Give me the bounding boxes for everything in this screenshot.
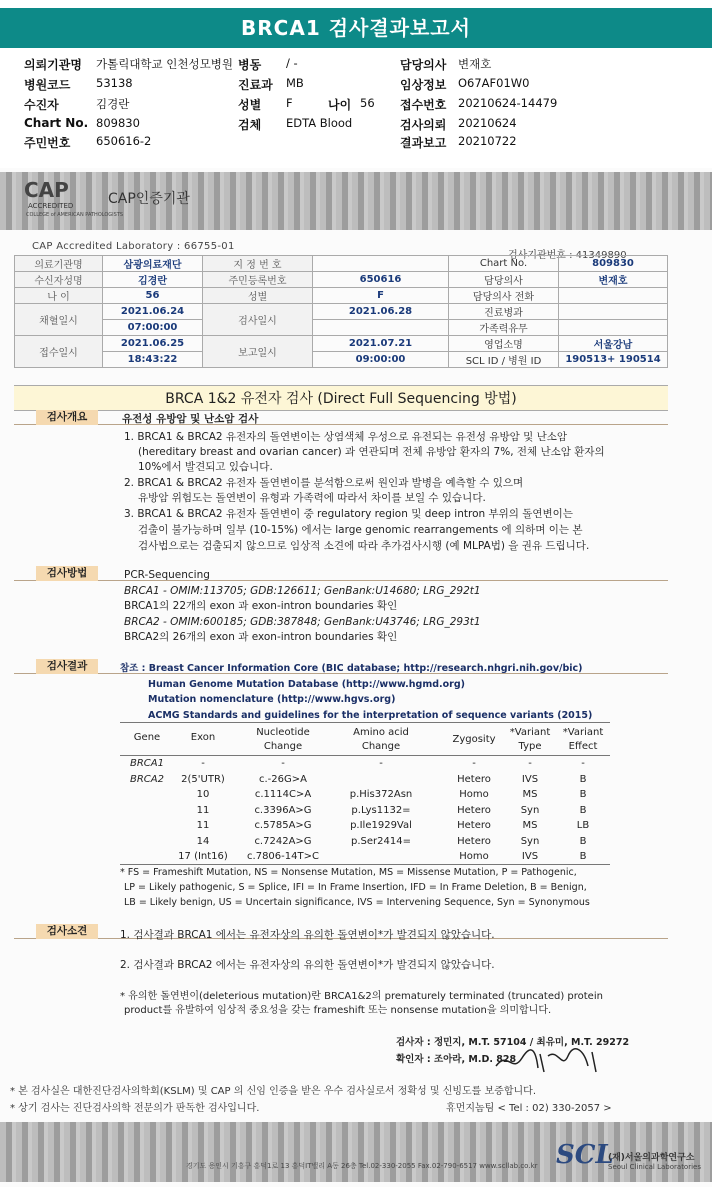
gene-cell: c.3396A>G — [254, 804, 312, 816]
gene-cell: Homo — [459, 789, 489, 800]
hospcode-value: 53138 — [96, 76, 133, 90]
gene-cell: IVS — [521, 773, 539, 785]
request-label: 검사의뢰 — [400, 118, 447, 132]
finding-line: product를 유발하여 임상적 중요성을 갖는 frameshift 또는 nonsense mutation을 의미합니다. — [124, 1005, 552, 1016]
cell: 지 정 번 호 — [203, 256, 313, 272]
cell: SCL ID / 병원 ID — [449, 352, 559, 368]
cell: 검사일시 — [203, 304, 313, 336]
hospcode-label: 병원코드 — [24, 78, 71, 92]
gene-cell: 17 (Int16) — [178, 851, 228, 862]
gene-cell: p.His372Asn — [349, 789, 413, 800]
section-overview-label: 검사개요 — [36, 410, 98, 425]
gene-cell: c.-26G>A — [259, 773, 307, 785]
gene-cell: 2(5'UTR) — [181, 773, 225, 785]
contact-tel: 휴먼지놈팀 < Tel : 02) 330-2057 > — [446, 1103, 612, 1114]
cell: 07:00:00 — [103, 320, 203, 336]
col-header: Gene — [133, 732, 161, 743]
overview-line: 검사법으로는 검출되지 않으므로 임상적 소견에 따라 추가검사시행 (예 MLPA법) 을 권유 드립니다. — [138, 540, 590, 552]
gene-cell: 11 — [196, 804, 210, 816]
method-line: BRCA1 - OMIM:113705; GDB:126611; GenBank:U14680; LRG_292t1 — [124, 585, 481, 597]
id-value: 650616-2 — [96, 134, 152, 148]
section-divider — [14, 580, 668, 581]
gene-cell: Hetero — [457, 835, 491, 847]
cap-logo: CAP — [24, 178, 69, 202]
cell — [559, 304, 668, 320]
gene-cell: Syn — [520, 804, 540, 816]
dept-value: MB — [286, 76, 304, 90]
ward-value: / - — [286, 56, 298, 70]
cell: 수신자성명 — [15, 272, 103, 288]
gene-cell: - — [201, 758, 205, 769]
gene-cell: B — [579, 851, 587, 862]
specimen-label: 검체 — [238, 118, 262, 132]
reference-line: Human Genome Mutation Database (http://www.hgmd.org) — [148, 679, 465, 690]
clinical-value: O67AF01W0 — [458, 76, 530, 90]
section-divider — [14, 424, 668, 425]
gene-cell: p.Ser2414= — [351, 835, 411, 847]
sex-value: F — [286, 96, 293, 110]
cell: 56 — [103, 288, 203, 304]
tester-signature: 검사자 : 정민지, M.T. 57104 / 최유미, M.T. 29272 — [396, 1037, 630, 1048]
overview-heading: 유전성 유방암 및 난소암 검사 — [122, 413, 259, 425]
specimen-value: EDTA Blood — [286, 116, 353, 130]
overview-line: 10%에서 발견되고 있습니다. — [138, 461, 273, 473]
patient-value: 김경란 — [96, 97, 130, 111]
gene-cell: - — [281, 758, 285, 769]
checker-signature: 확인자 : 조아라, M.D. 828 — [396, 1054, 517, 1065]
col-header: Nucleotide Change — [256, 727, 310, 752]
reference-line: ACMG Standards and guidelines for the interpretation of sequence variants (2015) — [148, 710, 593, 721]
overview-line: 1. BRCA1 & BRCA2 유전자의 돌연변이는 상염색체 우성으로 유전되는 유전성 유방암 및 난소암 — [124, 431, 568, 443]
reference-line: Mutation nomenclature (http://www.hgvs.org) — [148, 694, 396, 705]
cell: F — [313, 288, 449, 304]
cell: 18:43:22 — [103, 352, 203, 368]
age-value: 56 — [360, 96, 375, 110]
cell: 영업소명 — [449, 336, 559, 352]
dept-label: 진료과 — [238, 78, 273, 92]
abbrev-note: LB = Likely benign, US = Uncertain significance, IVS = Intervening Sequence, Syn = Synonymous — [124, 897, 590, 908]
request-value: 20210624 — [458, 116, 517, 130]
method-line: BRCA2의 26개의 exon 과 exon-intron boundaries 확인 — [124, 631, 398, 643]
cell: 의료기관명 — [15, 256, 103, 272]
cell: 가족력유무 — [449, 320, 559, 336]
overview-line: 검출이 불가능하며 일부 (10-15%) 에서는 large genomic rearrangements 에 의하며 이는 본 — [138, 524, 583, 536]
gene-cell: 10 — [196, 789, 210, 800]
cell: 서울강남 — [559, 336, 668, 352]
method-line: BRCA1의 22개의 exon 과 exon-intron boundaries 확인 — [124, 600, 398, 612]
gene-cell: B — [579, 789, 587, 800]
cell: 채혈일시 — [15, 304, 103, 336]
section-finding-label: 검사소견 — [36, 924, 98, 939]
patient-header — [0, 56, 712, 152]
cell: 2021.06.25 — [103, 336, 203, 352]
age-label: 나이 — [328, 98, 352, 112]
gene-cell: BRCA1 — [130, 758, 164, 769]
receipt-label: 접수번호 — [400, 98, 447, 112]
reference-line: 참조 : Breast Cancer Information Core (BIC database; http://research.nhgri.nih.gov/bic) — [120, 663, 583, 674]
report-title: BRCA1 검사결과보고서 — [0, 8, 712, 48]
cell: 2021.07.21 — [313, 336, 449, 352]
gene-cell: p.Ile1929Val — [350, 820, 412, 831]
accreditation-note: * 본 검사실은 대한진단검사의학회(KSLM) 및 CAP 의 신임 인증을 받은 우수 검사실로서 정확성 및 신빙도를 보증합니다. — [10, 1086, 536, 1097]
cell — [313, 256, 449, 272]
abbrev-note: * FS = Frameshift Mutation, NS = Nonsense Mutation, MS = Missense Mutation, P = Pathogenic, — [120, 867, 577, 878]
overview-line: 3. BRCA1 & BRCA2 유전자 돌연변이 중 regulatory region 및 deep intron 부위의 돌연변이는 — [124, 508, 573, 520]
cell — [313, 320, 449, 336]
scl-english-name: Seoul Clinical Laboratories — [608, 1163, 701, 1171]
gene-cell: - — [581, 758, 585, 769]
gene-cell: MS — [522, 820, 538, 831]
cell: 성별 — [203, 288, 313, 304]
col-header: *Variant Effect — [562, 727, 604, 752]
cap-accredited: ACCREDITED — [28, 202, 74, 210]
patient-label: 수진자 — [24, 98, 59, 112]
cell: 접수일시 — [15, 336, 103, 368]
table-rule — [120, 864, 610, 865]
id-label: 주민번호 — [24, 136, 71, 150]
scl-korean-name: (재)서울의과학연구소 — [608, 1153, 695, 1163]
gene-cell: Hetero — [457, 820, 491, 831]
cell: 09:00:00 — [313, 352, 449, 368]
institution-value: 가톨릭대학교 인천성모병원 — [96, 57, 233, 71]
cell: 2021.06.28 — [313, 304, 449, 320]
specimen-info-table — [14, 255, 668, 368]
gene-cell: MS — [522, 789, 538, 800]
cell: 담당의사 전화 — [449, 288, 559, 304]
gene-cell: c.5785A>G — [254, 820, 312, 831]
overview-line: 2. BRCA1 & BRCA2 유전자 돌연변이를 분석함으로써 원인과 발병을 예측할 수 있으며 — [124, 477, 524, 489]
gene-cell: Hetero — [457, 804, 491, 816]
gene-cell: B — [579, 835, 587, 847]
cap-cert-text: CAP인증기관 — [108, 191, 190, 207]
cap-subtitle: COLLEGE of AMERICAN PATHOLOGISTS — [26, 212, 124, 218]
gene-cell: IVS — [521, 851, 539, 862]
receipt-value: 20210624-14479 — [458, 96, 558, 110]
col-header: Amino acid Change — [353, 727, 409, 752]
gene-cell: Syn — [520, 835, 540, 847]
cell: 보고일시 — [203, 336, 313, 368]
cell: 진료병과 — [449, 304, 559, 320]
cap-lab-number: CAP Accredited Laboratory : 66755-01 — [32, 241, 235, 252]
cell: 650616 — [313, 272, 449, 288]
finding-line: * 유의한 돌연변이(deleterious mutation)란 BRCA1&2의 prematurely terminated (truncated) protein — [120, 991, 603, 1002]
section-result-label: 검사결과 — [36, 659, 98, 674]
institution-label: 의뢰기관명 — [24, 58, 82, 72]
overview-line: (hereditary breast and ovarian cancer) 과 연관되며 전체 유방암 환자의 7%, 전체 난소암 환자의 — [138, 446, 605, 458]
gene-cell: BRCA2 — [130, 773, 164, 785]
scl-logo: SCL — [556, 1140, 614, 1170]
cell: 삼광의료재단 — [103, 256, 203, 272]
gene-cell: c.7806-14T>C — [247, 851, 319, 862]
cell — [559, 288, 668, 304]
gene-cell: 11 — [196, 820, 210, 831]
gene-cell: 14 — [196, 835, 210, 847]
chart-label: Chart No. — [24, 116, 89, 130]
doctor-label: 담당의사 — [400, 58, 447, 72]
lab-address: 경기도 용인시 기흥구 흥덕1로 13 흥덕IT밸리 A동 26층 Tel.02-330-2055 Fax.02-790-6517 www.scllab.co.kr — [186, 1162, 538, 1170]
col-header: Exon — [190, 732, 216, 743]
clinical-label: 임상정보 — [400, 78, 447, 92]
cell: 담당의사 — [449, 272, 559, 288]
cell: 나 이 — [15, 288, 103, 304]
cell — [559, 320, 668, 336]
test-title: BRCA 1&2 유전자 검사 (Direct Full Sequencing 방법) — [14, 385, 668, 411]
overview-line: 유방암 위험도는 돌연변이 유형과 가족력에 따라서 차이를 보일 수 있습니다. — [138, 492, 486, 504]
cell: 김경란 — [103, 272, 203, 288]
sex-label: 성별 — [238, 98, 262, 112]
review-note: * 상기 검사는 진단검사의학 전문의가 판독한 검사입니다. — [10, 1103, 260, 1114]
gene-cell: - — [472, 758, 476, 769]
gene-cell: B — [579, 804, 587, 816]
chart-value: 809830 — [96, 116, 140, 130]
gene-cell: c.7242A>G — [254, 835, 312, 847]
doctor-value: 변재호 — [458, 57, 492, 71]
gene-cell: c.1114C>A — [254, 789, 312, 800]
cell: 190513+ 190514 — [559, 352, 668, 368]
abbrev-note: LP = Likely pathogenic, S = Splice, IFI = In Frame Insertion, IFD = In Frame Deletion, B = Benign, — [124, 882, 587, 893]
gene-cell: - — [528, 758, 532, 769]
cell: 변재호 — [559, 272, 668, 288]
col-header: Zygosity — [452, 734, 496, 745]
finding-line: 2. 검사결과 BRCA2 에서는 유전자상의 유의한 돌연변이*가 발견되지 않았습니다. — [120, 959, 495, 971]
col-header: *Variant Type — [509, 727, 551, 752]
cell: 2021.06.24 — [103, 304, 203, 320]
section-method-label: 검사방법 — [36, 566, 98, 581]
institution-number: 검사기관번호 : 41349890 — [508, 250, 627, 261]
handwritten-signature — [488, 1046, 608, 1076]
cell: Chart No. — [449, 256, 559, 272]
gene-cell: Hetero — [457, 773, 491, 785]
ward-label: 병동 — [238, 58, 262, 72]
method-line: PCR-Sequencing — [124, 569, 210, 581]
cell: 809830 — [559, 256, 668, 272]
gene-cell: Homo — [459, 851, 489, 862]
report-date-label: 결과보고 — [400, 136, 447, 150]
gene-cell: p.Lys1132= — [351, 804, 411, 816]
gene-cell: - — [379, 758, 383, 769]
finding-line: 1. 검사결과 BRCA1 에서는 유전자상의 유의한 돌연변이*가 발견되지 않았습니다. — [120, 929, 495, 941]
gene-cell: LB — [576, 820, 590, 831]
report-date-value: 20210722 — [458, 134, 517, 148]
table-rule — [120, 722, 610, 723]
gene-cell: B — [579, 773, 587, 785]
cell: 주민등록번호 — [203, 272, 313, 288]
method-line: BRCA2 - OMIM:600185; GDB:387848; GenBank:U43746; LRG_293t1 — [124, 616, 481, 628]
